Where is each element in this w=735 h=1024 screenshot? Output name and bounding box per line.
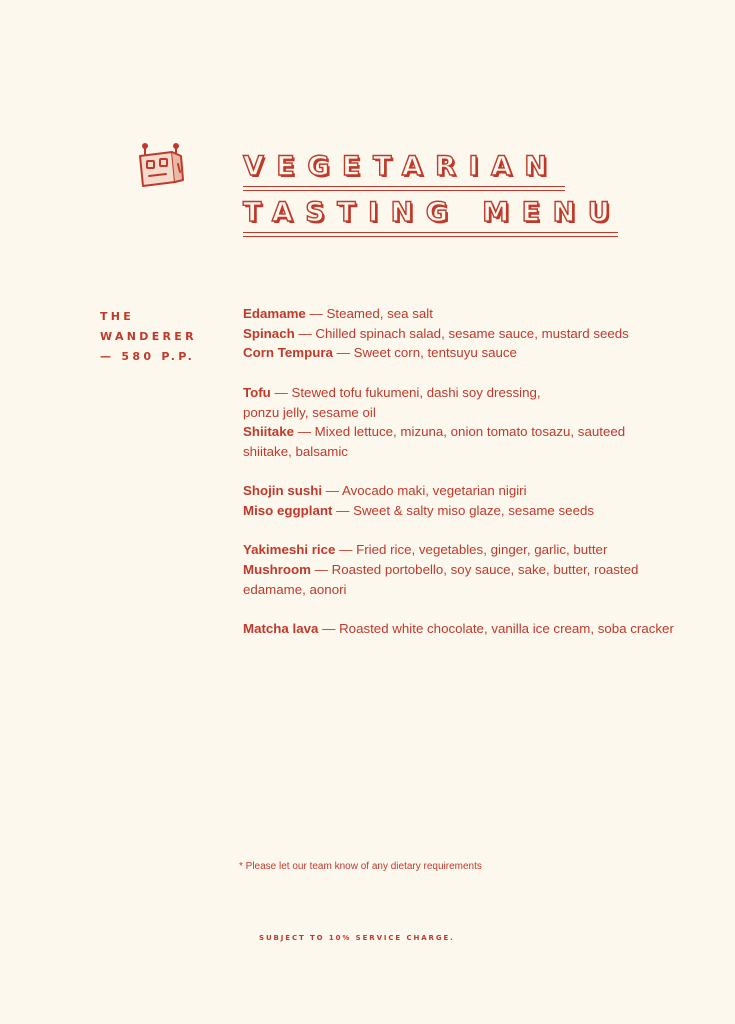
title-underline <box>243 232 618 233</box>
dish-description: — Sweet & salty miso glaze, sesame seeds <box>332 503 595 518</box>
dish-name: Yakimeshi rice <box>243 542 336 558</box>
dish-name: Matcha lava <box>243 621 319 637</box>
menu-name-line: THE <box>100 310 135 323</box>
dish-name: Tofu <box>243 384 271 400</box>
dish-name: Shojin sushi <box>243 483 323 499</box>
course-spacer <box>243 363 723 383</box>
dish-description: — Sweet corn, tentsuyu sauce <box>332 345 517 361</box>
menu-title-line-2: TASTING MENU <box>243 197 623 228</box>
dish-description: — Fried rice, vegetables, ginger, garlic, butter <box>335 542 608 558</box>
course-spacer <box>243 462 723 482</box>
dish-item <box>243 560 663 599</box>
dish-item <box>243 481 723 501</box>
dish-description: — Steamed, sea salt <box>305 306 433 321</box>
dish-item <box>243 540 723 560</box>
dish-description: — Roasted portobello, soy sauce, sake, butter, roasted edamame, aonori <box>243 562 639 597</box>
dish-item <box>243 619 723 639</box>
dish-item <box>243 501 723 521</box>
dish-name: Corn Tempura <box>243 345 333 361</box>
title-underline <box>243 186 565 187</box>
dish-item <box>243 324 723 344</box>
dish-name: Edamame <box>243 306 306 321</box>
dish-item <box>243 343 723 363</box>
dish-list <box>243 304 723 639</box>
dish-description: — Chilled spinach salad, sesame sauce, mustard seeds <box>294 325 629 341</box>
dish-description: ponzu jelly, sesame oil <box>243 404 376 420</box>
dish-name: Shiitake <box>243 424 294 440</box>
dish-item <box>243 422 648 461</box>
dish-name: Spinach <box>243 325 295 341</box>
dish-description: — Stewed tofu fukumeni, dashi soy dressing, <box>270 384 541 400</box>
title-underline <box>243 236 618 237</box>
dish-description: — Avocado maki, vegetarian nigiri <box>322 483 527 499</box>
menu-price: — 580 P.P. <box>100 350 196 363</box>
course-spacer <box>243 600 723 620</box>
service-charge-note: SUBJECT TO 10% SERVICE CHARGE. <box>259 934 455 942</box>
title-underline <box>243 190 565 191</box>
dish-item <box>243 383 723 422</box>
dish-description: — Mixed lettuce, mizuna, onion tomato tosazu, sauteed shiitake, balsamic <box>243 424 626 459</box>
dish-item <box>243 304 723 324</box>
menu-name-line: WANDERER <box>100 330 197 343</box>
dish-description: — Roasted white chocolate, vanilla ice cream, soba cracker <box>318 621 674 637</box>
dish-name: Miso eggplant <box>243 503 333 518</box>
course-spacer <box>243 521 723 541</box>
menu-title-line-1: VEGETARIAN <box>243 151 560 182</box>
dish-name: Mushroom <box>243 562 311 578</box>
robot-head-icon <box>134 142 186 192</box>
menu-name-price <box>100 307 197 367</box>
dietary-note: * Please let our team know of any dietary requirements <box>239 861 482 872</box>
